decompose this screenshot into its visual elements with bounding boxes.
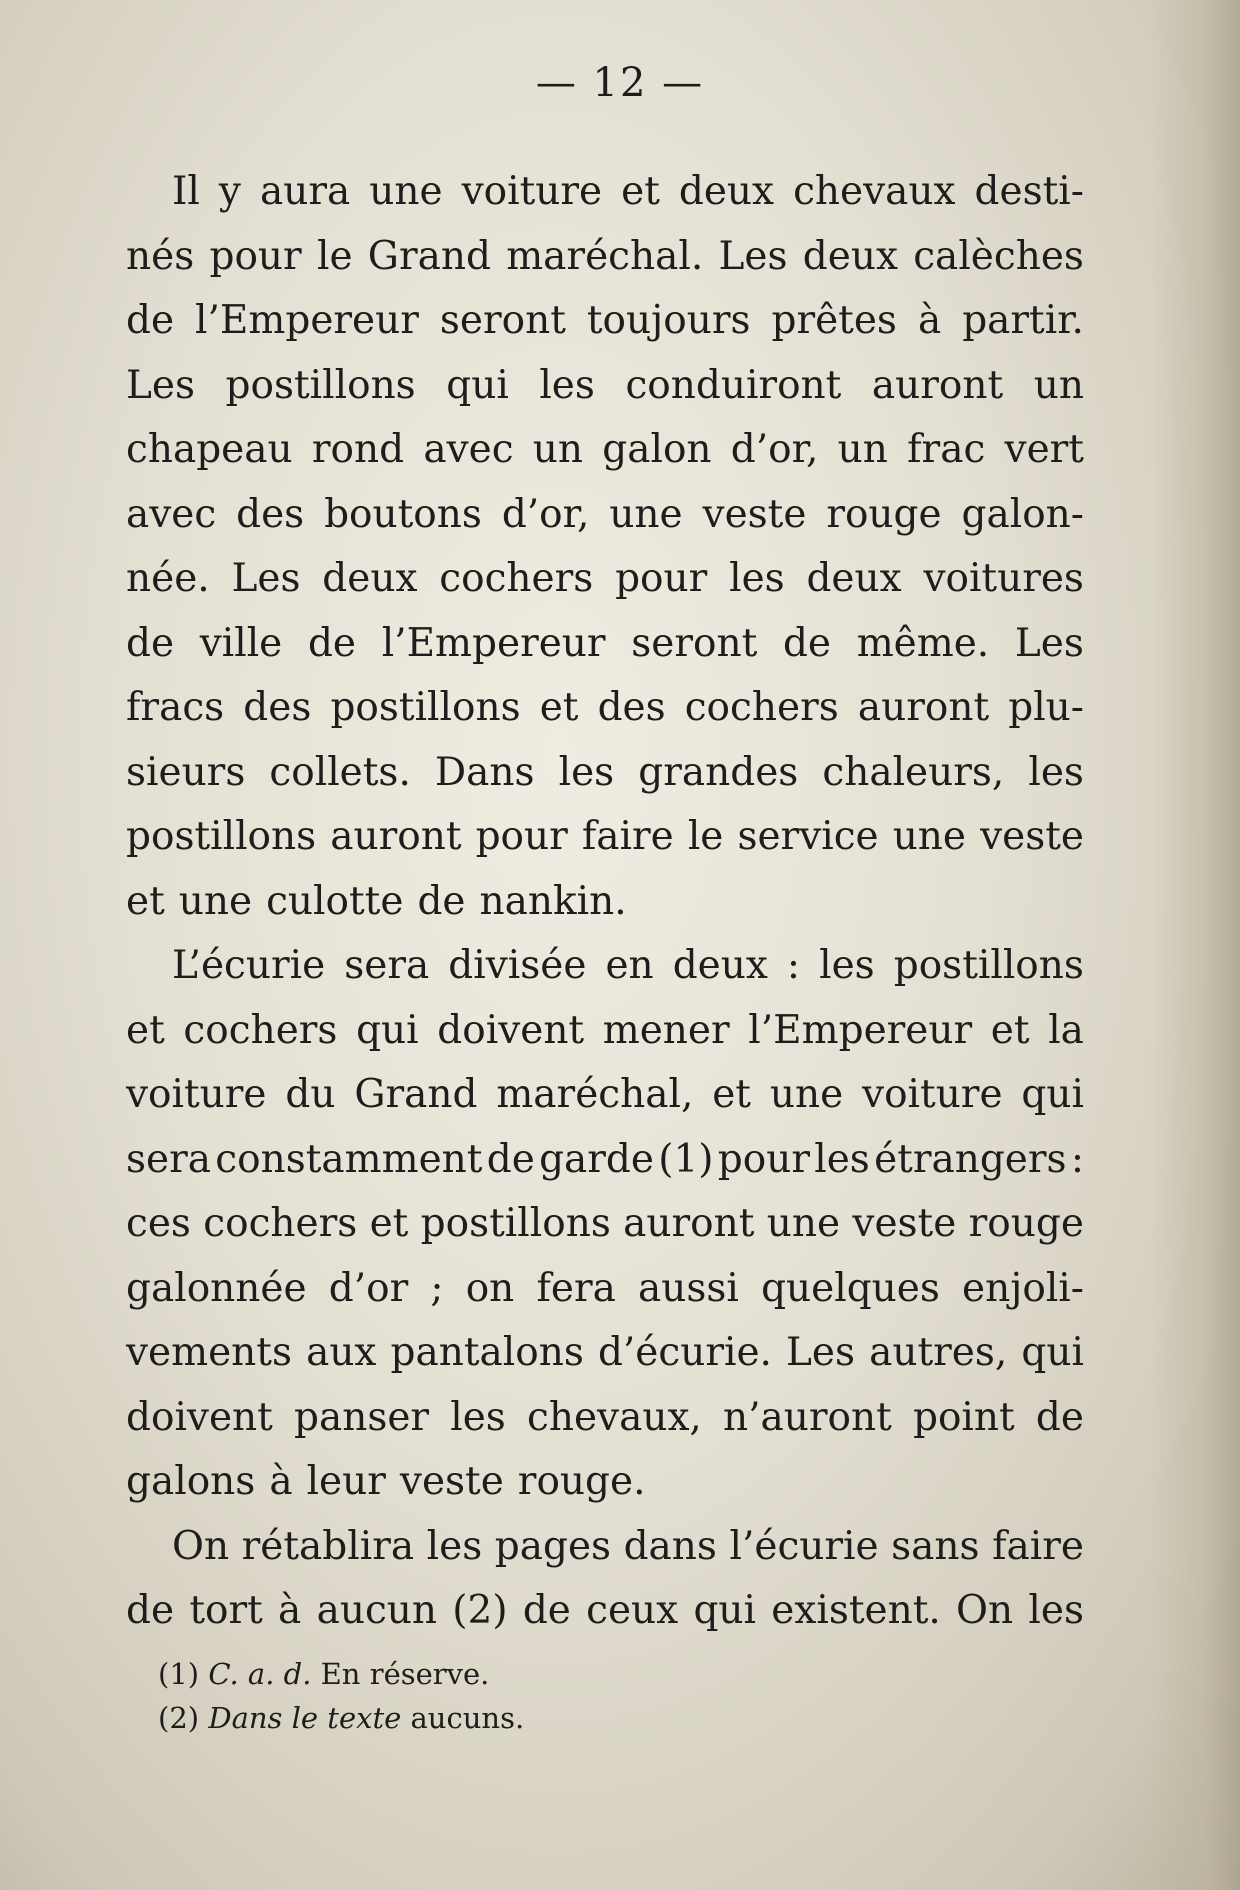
text-line: fracs des postillons et des cochers auront plu-: [126, 685, 1084, 730]
text-line: galons à leur veste rouge.: [126, 1459, 646, 1504]
text-line: ces cochers et postillons auront une veste rouge: [126, 1201, 1084, 1246]
footnote-2: [158, 1696, 524, 1740]
footnote-italic: C. a. d.: [208, 1657, 312, 1691]
text-line: de tort à aucun (2) de ceux qui existent. On les: [126, 1588, 1084, 1633]
text-line: doivent panser les chevaux, n’auront point de: [126, 1394, 1084, 1440]
text-line: née. Les deux cochers pour les deux voitures: [126, 556, 1084, 601]
text-line: voiture du Grand maréchal, et une voiture qui: [126, 1072, 1084, 1117]
text-line: de l’Empereur seront toujours prêtes à partir.: [126, 298, 1084, 343]
text-line: chapeau rond avec un galon d’or, un frac vert: [126, 427, 1084, 472]
text-line: de ville de l’Empereur seront de même. Les: [126, 620, 1084, 666]
footnote-1: [158, 1652, 524, 1696]
footnotes: [158, 1652, 524, 1740]
body-text: [126, 160, 1084, 1644]
text-line: et une culotte de nankin.: [126, 878, 627, 924]
footnote-text: aucuns.: [410, 1701, 525, 1735]
footnote-text: En réserve.: [320, 1657, 490, 1691]
text-line: Les postillons qui les conduiront auront un: [126, 362, 1084, 408]
footnote-mark: (2): [158, 1701, 200, 1735]
text-line: nés pour le Grand maréchal. Les deux calèches: [126, 233, 1084, 279]
text-line: avec des boutons d’or, une veste rouge galon-: [126, 491, 1084, 537]
page-number: — 12 —: [535, 60, 705, 106]
text-line: et cochers qui doivent mener l’Empereur et la: [126, 1007, 1084, 1053]
text-line: postillons auront pour faire le service une veste: [126, 814, 1084, 859]
text-line: galonnée d’or ; on fera aussi quelques enjoli-: [126, 1265, 1084, 1311]
text-line: vements aux pantalons d’écurie. Les autres, qui: [126, 1330, 1084, 1375]
text-line: sera constamment de garde (1) pour les étrangers :: [126, 1136, 1084, 1182]
footnote-mark: (1): [158, 1657, 200, 1691]
text-line: L’écurie sera divisée en deux : les postillons: [172, 943, 1084, 988]
text-line: Il y aura une voiture et deux chevaux desti-: [172, 169, 1084, 214]
text-line: sieurs collets. Dans les grandes chaleurs, les: [126, 749, 1084, 795]
footnote-italic: Dans le texte: [208, 1701, 402, 1735]
text-line: On rétablira les pages dans l’écurie sans faire: [172, 1523, 1084, 1569]
